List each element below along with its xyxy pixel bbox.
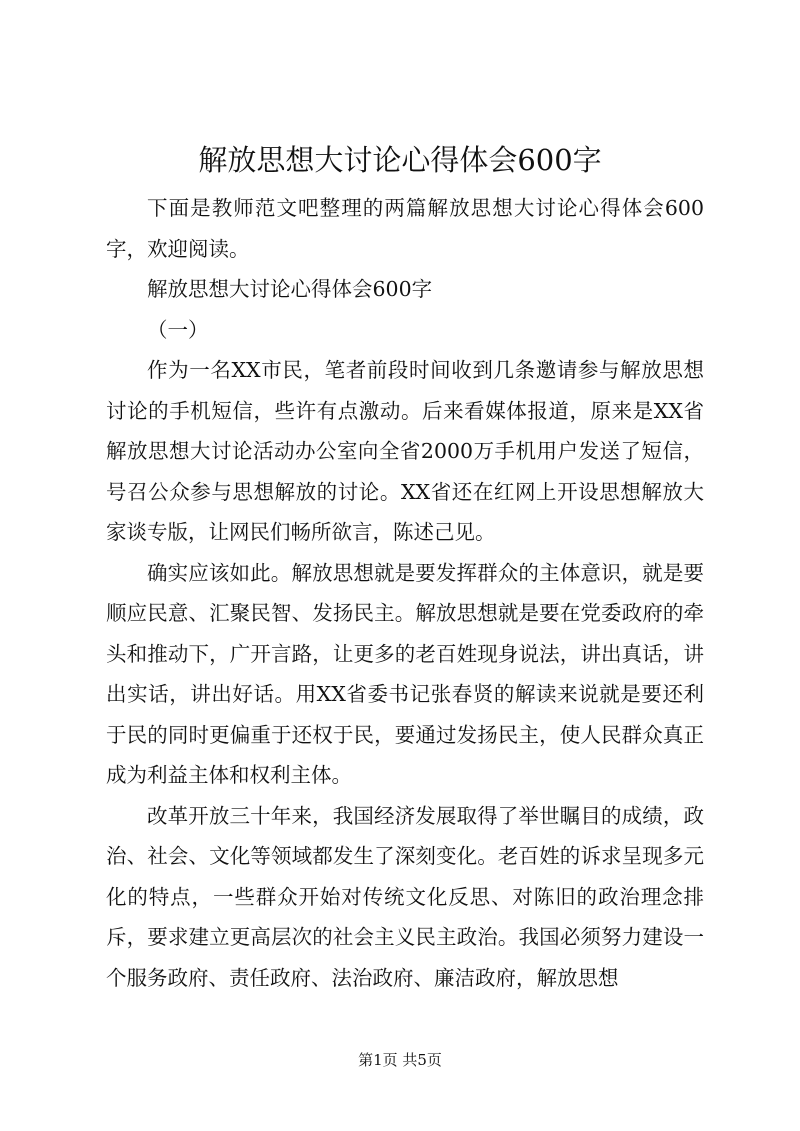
- section-number: （一）: [147, 317, 209, 342]
- intro-paragraph: 下面是教师范文吧整理的两篇解放思想大讨论心得体会600字，欢迎阅读。: [106, 196, 704, 261]
- document-body: [106, 188, 704, 998]
- page-footer: 第1页 共5页: [358, 1051, 442, 1069]
- body-paragraph-2: 确实应该如此。解放思想就是要发挥群众的主体意识，就是要顺应民意、汇聚民智、发扬民主。解放思想就是要在党委政府的牵头和推动下，广开言路，让更多的老百姓现身说法，讲出真话，讲出实话，讲出好话。用XX省委书记张春贤的解读来说就是要还利于民的同时更偏重于还权于民，要通过发扬民主，使人民群众真正成为利益主体和权利主体。: [106, 560, 704, 787]
- page-title: 解放思想大讨论心得体会600字: [198, 143, 602, 177]
- section-heading: 解放思想大讨论心得体会600字: [147, 277, 433, 301]
- body-paragraph-1: 作为一名XX市民，笔者前段时间收到几条邀请参与解放思想讨论的手机短信，些许有点激动。后来看媒体报道，原来是XX省解放思想大讨论活动办公室向全省2000万手机用户发送了短信，号召公众参与思想解放的讨论。XX省还在红网上开设思想解放大家谈专版，让网民们畅所欲言，陈述己见。: [106, 358, 704, 544]
- body-paragraph-3: 改革开放三十年来，我国经济发展取得了举世瞩目的成绩，政治、社会、文化等领域都发生了深刻变化。老百姓的诉求呈现多元化的特点，一些群众开始对传统文化反思、对陈旧的政治理念排斥，要求建立更高层次的社会主义民主政治。我国必须努力建设一个服务政府、责任政府、法治政府、廉洁政府，解放思想: [106, 803, 704, 990]
